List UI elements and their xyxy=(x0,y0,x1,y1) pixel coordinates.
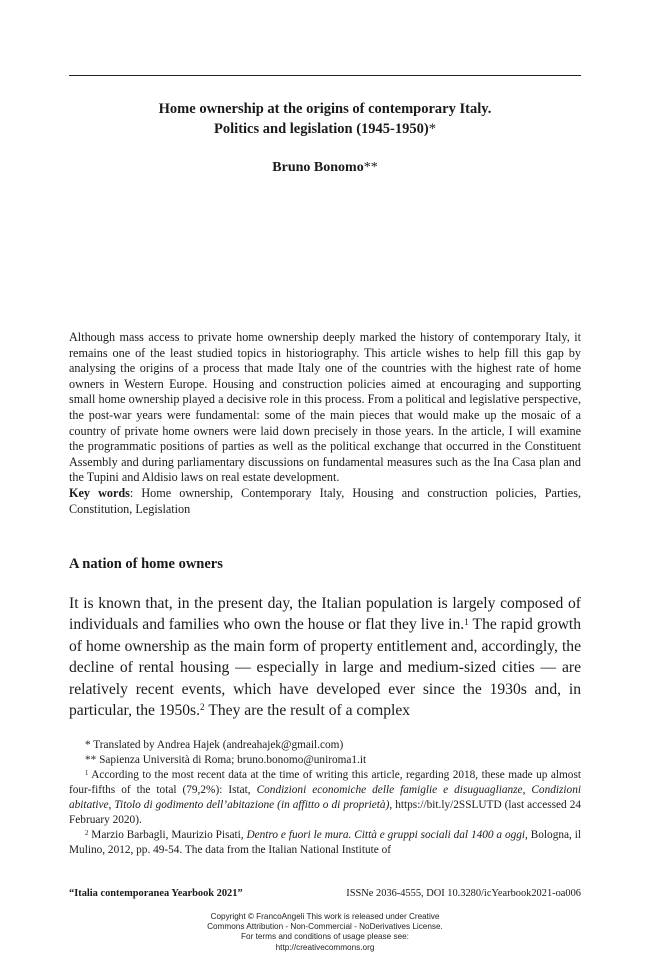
article-title-line2 xyxy=(69,120,581,139)
footnote-affiliation: ** Sapienza Università di Roma; bruno.bonomo@uniroma1.it xyxy=(85,754,367,766)
article-title-text: Politics and legislation (1945-1950) xyxy=(214,121,429,137)
body-paragraph xyxy=(69,593,581,721)
footnote-2 xyxy=(69,828,581,858)
body-text-part1: It is known that, in the present day, the Italian population is largely composed of individuals and families who own the house or flat they live in. xyxy=(69,595,581,634)
author-name xyxy=(69,160,581,176)
footnote-1-italic: Condizioni economiche delle famiglie e disuguaglianze, Condizioni abitative, Titolo di godimento dell’abitazione (in affitto o di proprietà) xyxy=(69,784,581,811)
body-text-part2: The rapid growth of home ownership as the main form of property entitlement and, accordingly, the decline of rental housing — especially in large and medium-sized cities — are relatively recent events, which have developed ever since the 1930s and, in particular, the 1950s. xyxy=(69,616,582,720)
footnote-1-text-a: According to the most recent data at the time of writing this article, regarding 2018, these made up almost four-fifths of the total (79,2%): Istat, xyxy=(69,769,581,796)
footnote-translation: * Translated by Andrea Hajek (andreahajek@gmail.com) xyxy=(85,739,344,751)
body-text-part3: They are the result of a complex xyxy=(204,702,411,720)
author-name-text: Bruno Bonomo xyxy=(272,160,364,175)
keywords xyxy=(69,486,581,517)
footnote-1-mark: 1 xyxy=(85,769,89,777)
license-link[interactable]: http://creativecommons.org xyxy=(275,942,375,952)
footnote-ref-2[interactable]: 2 xyxy=(200,703,205,714)
footnote-2-mark: 2 xyxy=(85,829,89,837)
page-footer xyxy=(69,888,581,899)
footnote-ref-1[interactable]: 1 xyxy=(464,617,469,628)
body-text xyxy=(69,593,581,721)
abstract xyxy=(69,330,581,517)
abstract-text: Although mass access to private home ownership deeply marked the history of contemporary Italy, it remains one of the least studied topics in historiography. This article wishes to help fill this gap by analysing the origins of a process that made Italy one of the countries with the highest rate of home owners in Western Europe. Housing and construction policies aimed at encouraging and supporting small home ownership played a decisive role in this process. From a political and legislative perspective, the post-war years were fundamental: some of the main pieces that would make up the mosaic of a country of private home owners were laid down precisely in those years. In the article, I will examine the programmatic positions of parties as well as the political exchange that occurred in the Constituent Assembly and during parliamentary discussions on fundamental measures such as the Ina Casa plan and the Tupini and Aldisio laws on real estate development. xyxy=(69,330,581,485)
footnote-2-text-b: , Bologna, il Mulino, 2012, pp. 49-54. The data from the Italian National Institute of xyxy=(69,829,581,856)
footnotes xyxy=(69,738,581,858)
license-line-3: For terms and conditions of usage please see: xyxy=(241,932,409,942)
top-rule xyxy=(69,75,581,76)
journal-name: “Italia contemporanea Yearbook 2021” xyxy=(69,888,243,899)
footnote-2-italic: Dentro e fuori le mura. Città e gruppi sociali dal 1400 a oggi xyxy=(246,829,526,841)
footnote-1-text-b: , https://bit.ly/2SSLUTD (last accessed 24 February 2020). xyxy=(69,799,582,826)
section-heading: A nation of home owners xyxy=(69,556,223,572)
footnote-2-text-a: Marzio Barbagli, Maurizio Pisati, xyxy=(88,829,247,841)
keywords-text: : Home ownership, Contemporary Italy, Housing and construction policies, Parties, Constitution, Legislation xyxy=(69,485,581,516)
license-line-2: Commons Attribution - Non-Commercial - NoDerivatives License. xyxy=(207,922,443,932)
translation-footnote-mark: * xyxy=(428,121,436,137)
license-notice xyxy=(0,912,650,953)
footnote-1 xyxy=(69,768,581,828)
issn-doi: ISSNe 2036-4555, DOI 10.3280/icYearbook2021-oa006 xyxy=(346,888,581,899)
affiliation-footnote-mark: ** xyxy=(363,160,378,175)
license-line-1: Copyright © FrancoAngeli This work is released under Creative xyxy=(210,912,440,921)
keywords-label: Key words xyxy=(69,485,130,500)
article-title-line1: Home ownership at the origins of contemporary Italy. xyxy=(158,101,492,117)
